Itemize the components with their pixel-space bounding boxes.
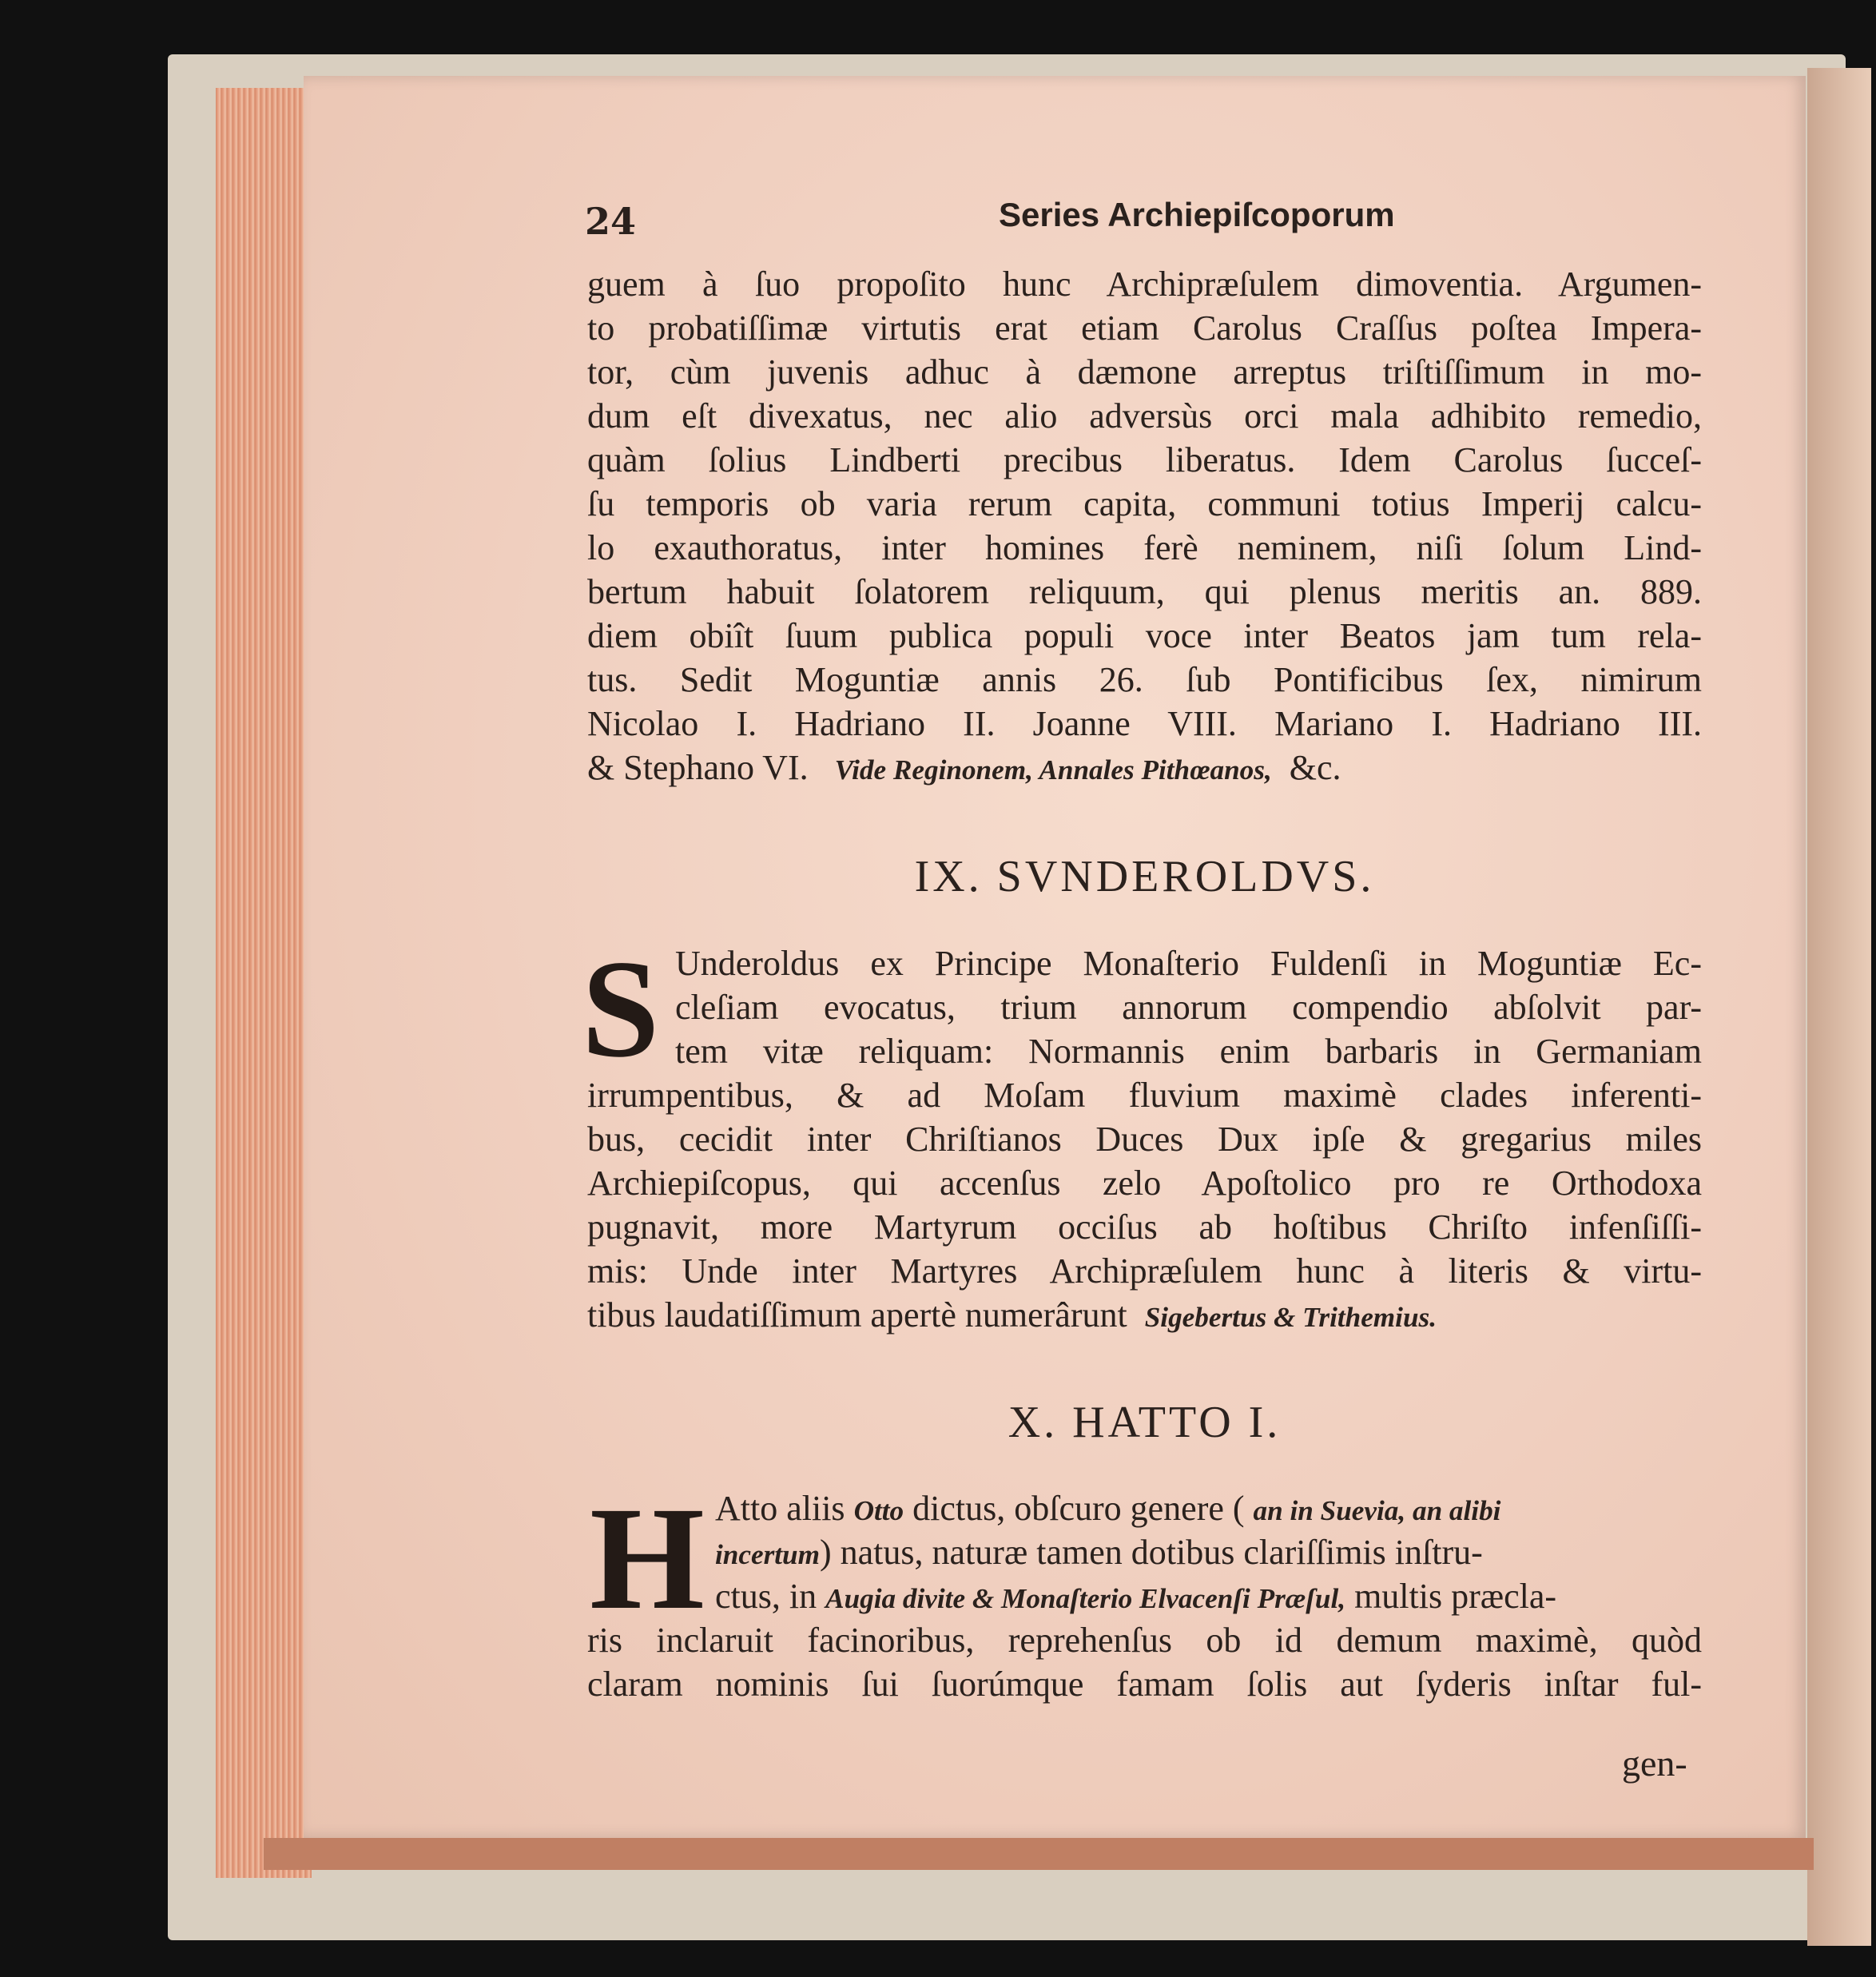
- page-edges: [216, 88, 312, 1878]
- drop-cap-s: S: [582, 931, 660, 1086]
- text-span: multis præcla-: [1354, 1577, 1557, 1616]
- text-line: cleſiam evocatus, trium annorum compendio abſolvit par-: [675, 988, 1702, 1027]
- bottom-page-edge: [264, 1838, 1814, 1870]
- italic-place: Augia divite & Monaſterio Elvacenſi Præſul,: [825, 1583, 1346, 1614]
- section-heading-x: X. HATTO I.: [1008, 1398, 1282, 1447]
- text-span: &c.: [1289, 748, 1341, 787]
- page-number: 24: [585, 200, 637, 243]
- italic-name: Otto: [853, 1495, 904, 1526]
- section-heading-ix: IX. SVNDEROLDVS.: [914, 852, 1375, 901]
- text-line: Archiepiſcopus, qui accenſus zelo Apoſtolico pro re Orthodoxa: [587, 1164, 1702, 1203]
- italic-note: an in Suevia, an alibi: [1253, 1495, 1501, 1526]
- text-line: quàm ſolius Lindberti precibus liberatus. Idem Carolus ſucceſ-: [587, 440, 1702, 479]
- running-title: Series Archiepiſcoporum: [999, 196, 1395, 233]
- text-line: to probatiſſimæ virtutis erat etiam Carolus Craſſus poſtea Impera-: [587, 308, 1702, 348]
- text-line: [715, 1488, 1702, 1531]
- text-span: dictus, obſcuro genere (: [912, 1489, 1245, 1528]
- text-line: tem vitæ reliquam: Normannis enim barbaris in Germaniam: [675, 1032, 1702, 1071]
- text-line: Underoldus ex Principe Monaſterio Fuldenſi in Moguntiæ Ec-: [675, 944, 1702, 983]
- text-span: Atto aliis: [715, 1489, 845, 1528]
- text-line: ſu temporis ob varia rerum capita, communi totius Imperij calcu-: [587, 484, 1702, 523]
- text-line: pugnavit, more Martyrum occiſus ab hoſtibus Chriſto infenſiſſi-: [587, 1207, 1702, 1247]
- text-span: ctus, in: [715, 1577, 817, 1616]
- text-line: bertum habuit ſolatorem reliquum, qui plenus meritis an. 889.: [587, 572, 1702, 611]
- text-line: claram nominis ſui ſuorúmque famam ſolis aut ſyderis inſtar ful-: [587, 1665, 1702, 1704]
- citation: Sigebertus & Trithemius.: [1144, 1302, 1437, 1333]
- text-line: [587, 1295, 1702, 1338]
- text-line: dum eſt divexatus, nec alio adversùs orci mala adhibito remedio,: [587, 396, 1702, 436]
- text-line: Nicolao I. Hadriano II. Joanne VIII. Mariano I. Hadriano III.: [587, 704, 1702, 743]
- text-line: [587, 747, 1702, 790]
- text-span: & Stephano VI.: [587, 748, 809, 787]
- text-line: lo exauthoratus, inter homines ferè neminem, niſi ſolum Lind-: [587, 528, 1702, 567]
- text-line: tor, cùm juvenis adhuc à dæmone arreptus triſtiſſimum in mo-: [587, 352, 1702, 392]
- text-span: ) natus, naturæ tamen dotibus clariſſimis inſtru-: [820, 1533, 1483, 1572]
- citation: Vide Reginonem, Annales Pithœanos,: [834, 754, 1272, 786]
- facing-page-edge: [1807, 68, 1871, 1946]
- drop-cap-h: H: [590, 1477, 705, 1641]
- text-line: [715, 1532, 1702, 1575]
- text-line: bus, cecidit inter Chriſtianos Duces Dux ipſe & gregarius miles: [587, 1120, 1702, 1159]
- text-line: diem obiît ſuum publica populi voce inter Beatos jam tum rela-: [587, 616, 1702, 655]
- text-line: tus. Sedit Moguntiæ annis 26. ſub Pontificibus ſex, nimirum: [587, 660, 1702, 699]
- text-line: guem à ſuo propoſito hunc Archipræſulem dimoventia. Argumen-: [587, 265, 1702, 304]
- text-line: irrumpentibus, & ad Moſam fluvium maximè clades inferenti-: [587, 1076, 1702, 1115]
- catchword: gen-: [1622, 1743, 1687, 1784]
- text-line: ris inclaruit facinoribus, reprehenſus ob id demum maximè, quòd: [587, 1621, 1702, 1660]
- text-span: tibus laudatiſſimum apertè numerârunt: [587, 1295, 1127, 1335]
- text-line: [715, 1576, 1702, 1619]
- text-line: mis: Unde inter Martyres Archipræſulem hunc à literis & virtu-: [587, 1251, 1702, 1291]
- italic-note: incertum: [715, 1539, 820, 1570]
